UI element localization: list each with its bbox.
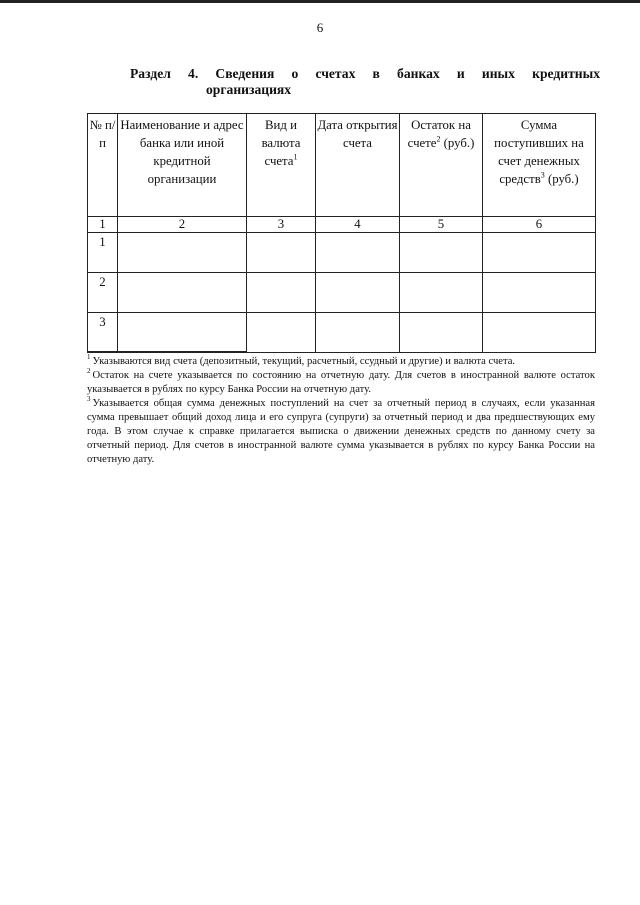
table-cell [316,273,400,313]
table-row [88,233,596,273]
column-number: 2 [118,217,247,233]
column-numbers-row [88,217,596,233]
table-cell [118,273,247,313]
column-number: 1 [88,217,118,233]
table-cell [483,233,596,273]
section-heading-line-1: Раздел 4. Сведения о счетах в банках и иных кредитных [130,66,600,81]
header-incoming-funds: Сумма поступивших на счет денежных средств$^3$ (руб.) [483,114,596,217]
top-border-line [0,0,640,3]
header-bank-name-address: Наименование и адрес банка или иной кредитной организации [118,114,247,217]
column-number: 6 [483,217,596,233]
table-cell [316,313,400,353]
table-row [88,313,596,353]
column-number: 4 [316,217,400,233]
column-number: 5 [400,217,483,233]
row-number: 2 [88,273,118,313]
header-row-number: № п/п [88,114,118,217]
footnote-separator [87,351,247,352]
table-header-row [88,114,596,217]
section-heading-line-2: организациях [206,82,292,97]
table-row [88,273,596,313]
table-cell [247,233,316,273]
section-heading [130,66,600,98]
bank-accounts-table [87,113,596,353]
footnote-1: $^1$ Указываются вид счета (депозитный, текущий, расчетный, ссудный и другие) и валюта счета. [87,353,516,367]
table-cell [483,273,596,313]
page-number: 6 [316,20,324,35]
table-cell [400,313,483,353]
footnote-2: $^2$ Остаток на счете указывается по состоянию на отчетную дату. Для счетов в иностранной валюте остаток указывается в рублях по курсу Банка России на отчетную дату. [87,367,595,395]
table-cell [118,313,247,353]
table-cell [483,313,596,353]
footnote-3: $^3$ Указывается общая сумма денежных поступлений на счет за отчетный период в случаях, если указанная сумма превышает общий доход лица и его супруга (супруги) за отчетный период и два предшествующих ему года. В этом случае к справке прилагается выписка о движении денежных средств по данному счету за отчетный период. Для счетов в иностранной валюте сумма указывается в рублях по курсу Банка России на отчетную дату. [87,395,595,465]
header-account-type-currency: Вид и валюта счета$^1$ [247,114,316,217]
header-opening-date: Дата открытия счета [316,114,400,217]
header-balance: Остаток на счете$^2$ (руб.) [400,114,483,217]
table-cell [316,233,400,273]
table-cell [247,273,316,313]
footnotes [87,355,595,467]
table-cell [247,313,316,353]
row-number: 1 [88,233,118,273]
table-cell [400,233,483,273]
column-number: 3 [247,217,316,233]
table-cell [400,273,483,313]
row-number: 3 [88,313,118,353]
table-cell [118,233,247,273]
